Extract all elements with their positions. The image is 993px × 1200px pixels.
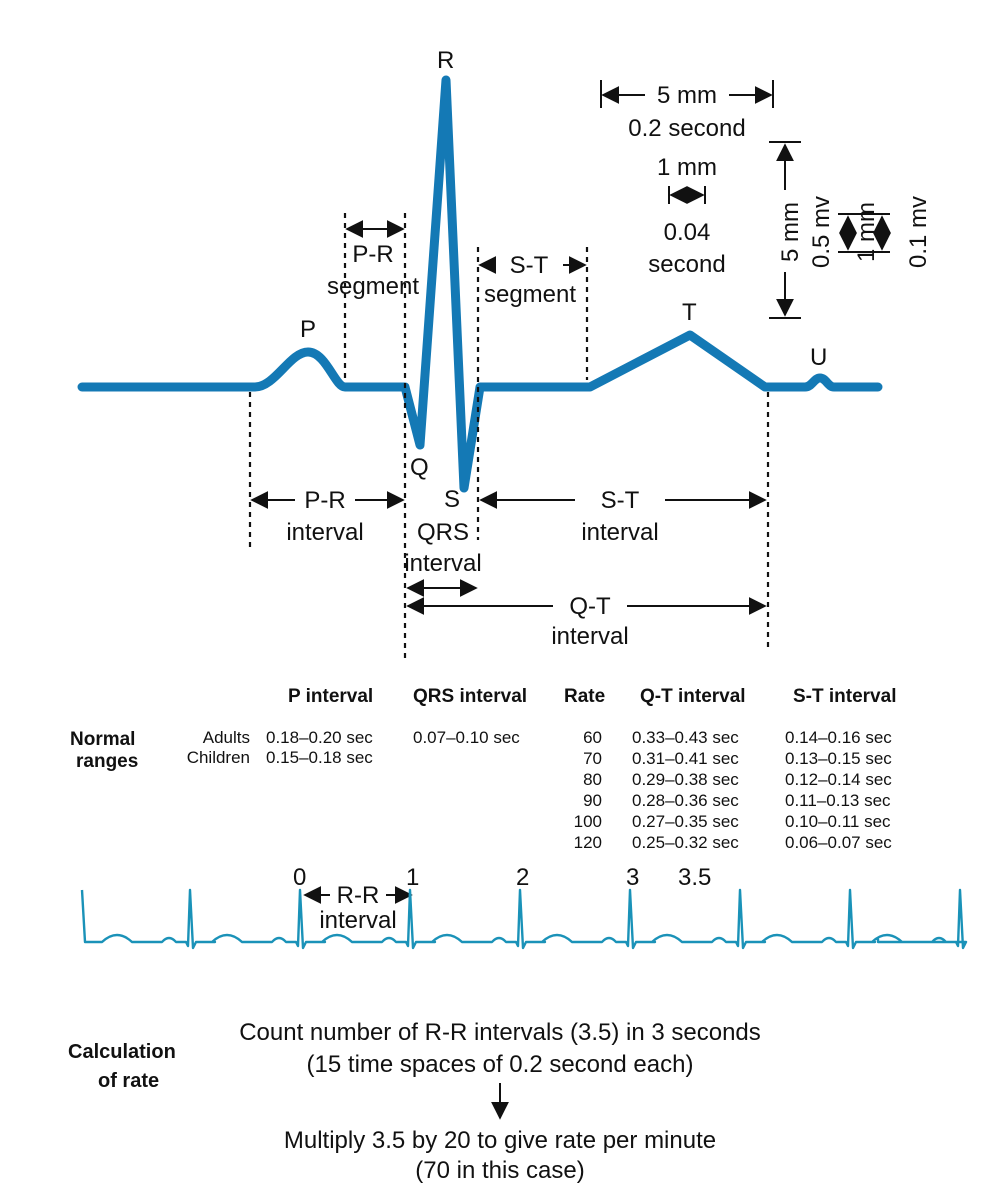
st-value: 0.11–0.13 sec — [785, 791, 891, 810]
col-header-st-interval: S-T interval — [793, 686, 897, 707]
qt-value: 0.29–0.38 sec — [632, 770, 739, 789]
qt-value: 0.33–0.43 sec — [632, 728, 739, 747]
st-interval-label-2: interval — [581, 519, 659, 546]
calculation-line-3: Multiply 3.5 by 20 to give rate per minute — [283, 1127, 717, 1154]
rate-value: 80 — [583, 770, 602, 789]
qt-value: 0.25–0.32 sec — [632, 833, 739, 852]
st-value: 0.10–0.11 sec — [785, 812, 891, 831]
row-label-ranges: ranges — [76, 751, 139, 772]
rate-value: 120 — [573, 833, 602, 852]
scale-5mm-label: 5 mm — [657, 82, 717, 109]
qt-value: 0.28–0.36 sec — [632, 791, 739, 810]
scale-0-2-second-label: 0.2 second — [628, 115, 746, 142]
wave-t-label: T — [682, 299, 697, 326]
normal-ranges-table — [70, 686, 896, 852]
qt-interval-label-2: interval — [551, 623, 629, 650]
calculation-line-2: (15 time spaces of 0.2 second each) — [306, 1051, 694, 1078]
wave-p-label: P — [300, 316, 317, 343]
wave-r-label: R — [437, 47, 455, 74]
vscale-5mm-label: 5 mm — [777, 202, 804, 262]
qt-interval-label-1: Q-T — [569, 593, 611, 620]
col-header-qt-interval: Q-T interval — [640, 686, 746, 707]
children-label: Children — [186, 748, 250, 767]
rr-interval-label-1: R-R — [336, 882, 380, 909]
rhythm-strip-trace — [82, 890, 966, 948]
qt-value: 0.31–0.41 sec — [632, 749, 739, 768]
adults-label: Adults — [202, 728, 250, 747]
pr-interval-label-2: interval — [286, 519, 364, 546]
rr-interval-label-2: interval — [319, 907, 397, 934]
rate-value: 60 — [583, 728, 602, 747]
col-header-qrs-interval: QRS interval — [413, 686, 528, 707]
calculation-title-1: Calculation — [68, 1041, 176, 1063]
wave-u-label: U — [810, 344, 828, 371]
vscale-0-5mv-label: 0.5 mv — [808, 195, 835, 269]
pr-segment-label-1: P-R — [352, 241, 394, 268]
vscale-0-1mv-label: 0.1 mv — [905, 195, 932, 269]
vscale-1mm-label: 1 mm — [853, 202, 880, 262]
scale-0-04-label: 0.04 — [663, 219, 711, 246]
rate-value: 70 — [583, 749, 602, 768]
scale-second-label: second — [648, 251, 726, 278]
qrs-interval-label-2: interval — [404, 550, 482, 577]
rate-value: 90 — [583, 791, 602, 810]
st-value: 0.14–0.16 sec — [785, 728, 892, 747]
wave-q-label: Q — [410, 454, 429, 481]
pr-interval-label-1: P-R — [304, 487, 346, 514]
strip-number-0: 0 — [293, 864, 307, 891]
st-value: 0.06–0.07 sec — [785, 833, 892, 852]
qrs-interval-label-1: QRS — [416, 519, 470, 546]
wave-s-label: S — [444, 486, 461, 513]
st-segment-label-2: segment — [483, 281, 577, 308]
strip-number-1: 1 — [406, 864, 420, 891]
calculation-line-1: Count number of R-R intervals (3.5) in 3 seconds — [239, 1019, 761, 1046]
col-header-rate: Rate — [564, 686, 606, 707]
p-interval-children: 0.15–0.18 sec — [266, 748, 373, 767]
qrs-interval-value: 0.07–0.10 sec — [413, 728, 520, 747]
p-interval-adults: 0.18–0.20 sec — [266, 728, 373, 747]
calculation-title-2: of rate — [98, 1070, 160, 1092]
pr-segment-label-2: segment — [326, 273, 420, 300]
strip-number-3: 3 — [626, 864, 640, 891]
rate-value: 100 — [573, 812, 602, 831]
calculation-line-4: (70 in this case) — [415, 1157, 585, 1184]
ecg-waveform — [82, 80, 878, 488]
st-interval-label-1: S-T — [600, 487, 640, 514]
strip-number-2: 2 — [516, 864, 530, 891]
st-value: 0.12–0.14 sec — [785, 770, 892, 789]
qt-value: 0.27–0.35 sec — [632, 812, 739, 831]
scale-1mm-label: 1 mm — [657, 154, 717, 181]
st-segment-label-1: S-T — [509, 252, 549, 279]
row-label-normal: Normal — [70, 729, 136, 750]
strip-number-3-5: 3.5 — [678, 864, 712, 891]
st-value: 0.13–0.15 sec — [785, 749, 892, 768]
col-header-p-interval: P interval — [288, 686, 374, 707]
